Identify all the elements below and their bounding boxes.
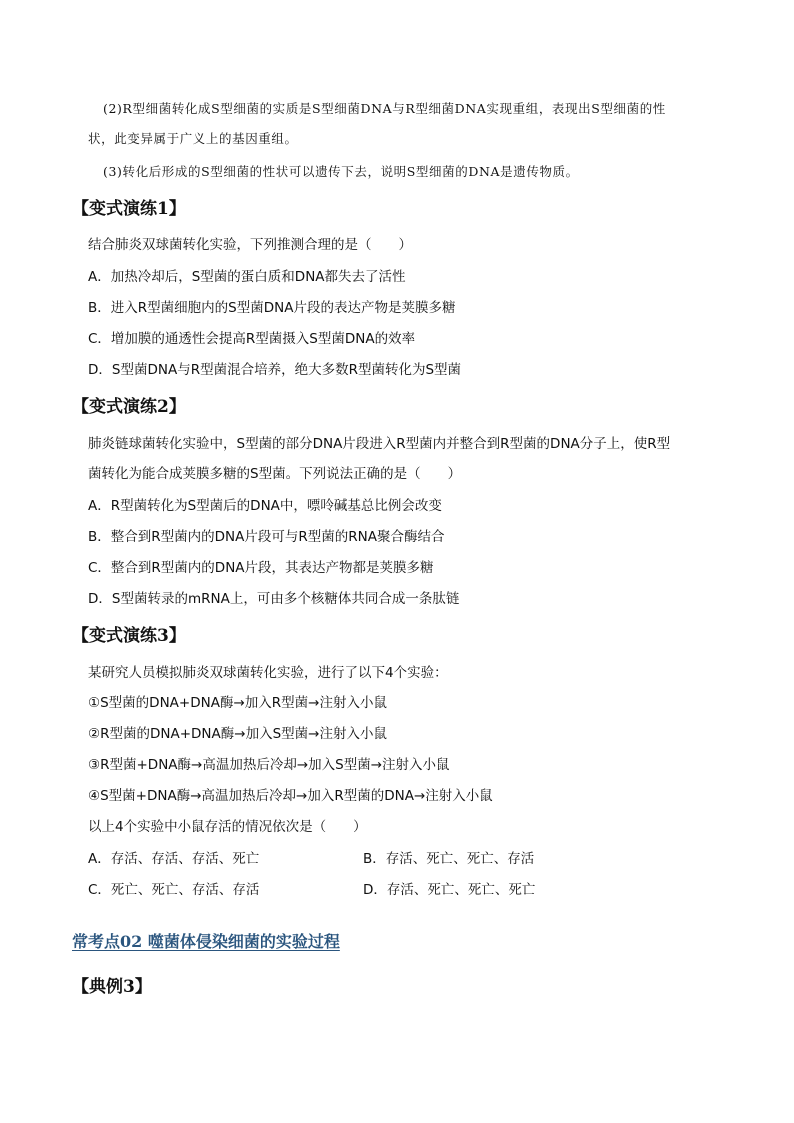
exercise-3-option-a: A．存活、存活、存活、死亡 [88, 851, 260, 867]
exercise-3-experiment-1: ①S型菌的DNA+DNA酶→加入R型菌→注射入小鼠 [88, 695, 387, 711]
topic-heading: 常考点02 噬菌体侵染细菌的实验过程 [72, 932, 340, 951]
exercise-3-heading: 【变式演练3】 [72, 626, 186, 646]
example-heading: 【典例3】 [72, 977, 152, 997]
exercise-3-experiment-2: ②R型菌的DNA+DNA酶→加入S型菌→注射入小鼠 [88, 726, 387, 742]
intro-paragraph-2-line-1: (2)R型细菌转化成S型细菌的实质是S型细菌DNA与R型细菌DNA实现重组，表现出S型细菌的性 [103, 101, 666, 116]
intro-paragraph-3: (3)转化后形成的S型细菌的性状可以遗传下去，说明S型细菌的DNA是遗传物质。 [103, 164, 579, 179]
exercise-3-option-b: B．存活、死亡、死亡、存活 [363, 851, 535, 867]
exercise-2-heading: 【变式演练2】 [72, 397, 186, 417]
exercise-2-option-d: D．S型菌转录的mRNA上，可由多个核糖体共同合成一条肽链 [88, 591, 460, 607]
exercise-3-prompt: 以上4个实验中小鼠存活的情况依次是（ ） [88, 819, 367, 835]
exercise-1-option-d: D．S型菌DNA与R型菌混合培养，绝大多数R型菌转化为S型菌 [88, 362, 462, 378]
exercise-2-option-a: A．R型菌转化为S型菌后的DNA中，嘌呤碱基总比例会改变 [88, 498, 442, 514]
exercise-1-option-a: A．加热冷却后，S型菌的蛋白质和DNA都失去了活性 [88, 269, 406, 285]
exercise-3-experiment-4: ④S型菌+DNA酶→高温加热后冷却→加入R型菌的DNA→注射入小鼠 [88, 788, 493, 804]
exercise-2-question-line-2: 菌转化为能合成荚膜多糖的S型菌。下列说法正确的是（ ） [88, 466, 462, 482]
exercise-2-option-b: B．整合到R型菌内的DNA片段可与R型菌的RNA聚合酶结合 [88, 529, 445, 545]
exercise-1-heading: 【变式演练1】 [72, 199, 186, 219]
exercise-3-option-d: D．存活、死亡、死亡、死亡 [363, 882, 536, 898]
exercise-1-option-c: C．增加膜的通透性会提高R型菌摄入S型菌DNA的效率 [88, 331, 416, 347]
exercise-2-question-line-1: 肺炎链球菌转化实验中，S型菌的部分DNA片段进入R型菌内并整合到R型菌的DNA分子上，使R型 [88, 436, 671, 452]
intro-paragraph-2-line-2: 状，此变异属于广义上的基因重组。 [88, 131, 298, 146]
exercise-2-option-c: C．整合到R型菌内的DNA片段，其表达产物都是荚膜多糖 [88, 560, 434, 576]
exercise-3-question: 某研究人员模拟肺炎双球菌转化实验，进行了以下4个实验： [88, 665, 448, 681]
exercise-1-option-b: B．进入R型菌细胞内的S型菌DNA片段的表达产物是荚膜多糖 [88, 300, 456, 316]
exercise-3-experiment-3: ③R型菌+DNA酶→高温加热后冷却→加入S型菌→注射入小鼠 [88, 757, 450, 773]
exercise-1-question: 结合肺炎双球菌转化实验，下列推测合理的是（ ） [88, 237, 412, 253]
exercise-3-option-c: C．死亡、死亡、存活、存活 [88, 882, 260, 898]
